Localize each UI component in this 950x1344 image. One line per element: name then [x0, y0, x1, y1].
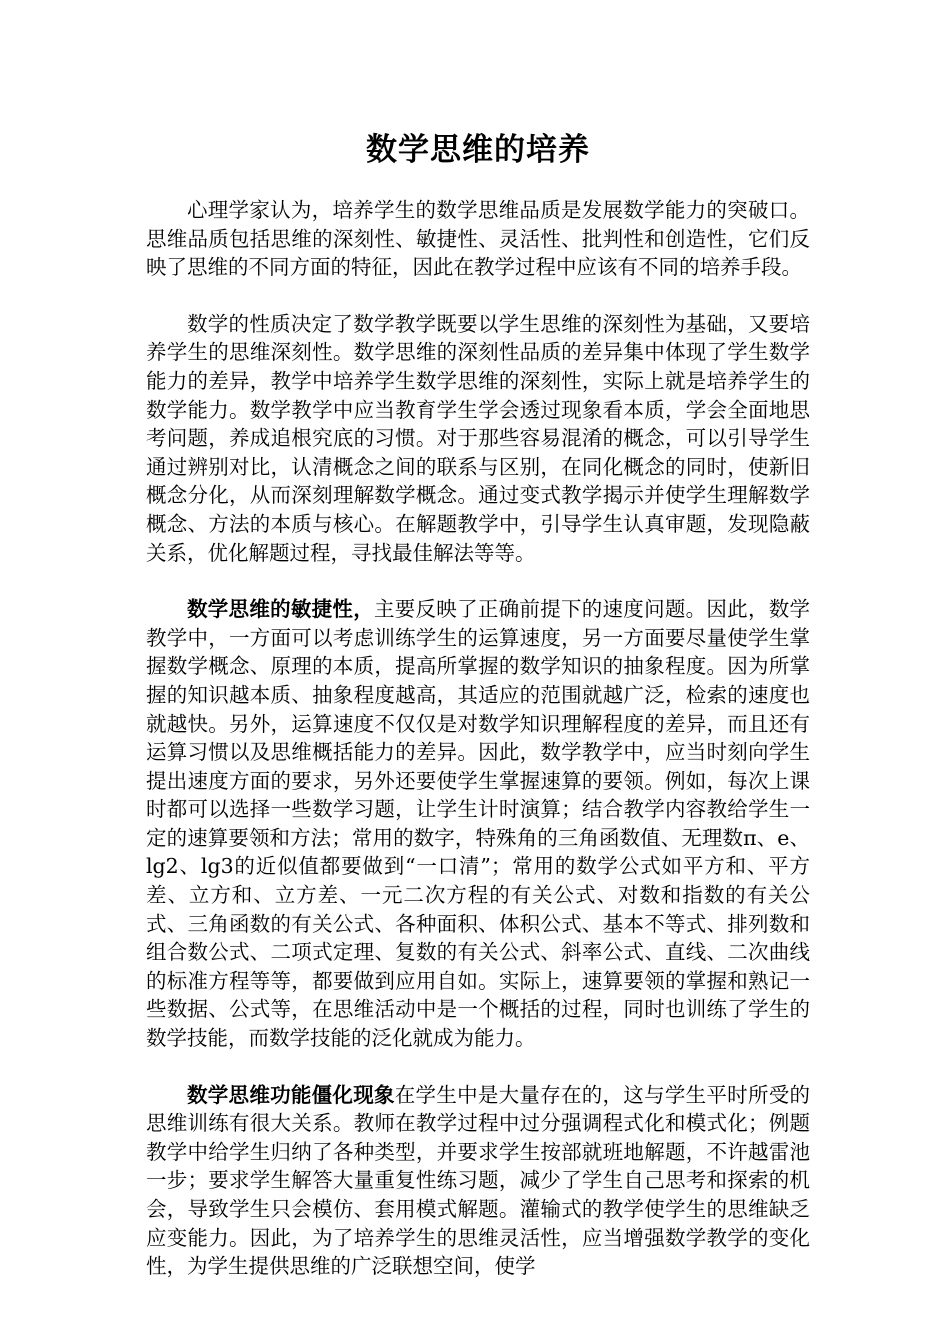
paragraph-agility [146, 595, 810, 1053]
paragraph-text: 主要反映了正确前提下的速度问题。因此，数学教学中，一方面可以考虑训练学生的运算速度，另一方面要尽量使学生掌握数学概念、原理的本质，提高所掌握的数学知识的抽象程度。因为所掌握的知识越本质、抽象程度越高，其适应的范围就越广泛，检索的速度也就越快。另外，运算速度不仅仅是对数学知识理解程度的差异，而且还有运算习惯以及思维概括能力的差异。因此，数学教学中，应当时刻向学生提出速度方面的要求，另外还要使学生掌握速算的要领。例如，每次上课时都可以选择一些数学习题，让学生计时演算；结合教学内容教给学生一定的速算要领和方法；常用的数字，特殊角的三角函数值、无理数π、e、lg2、lg3的近似值都要做到“一口清”；常用的数学公式如平方和、平方差、立方和、立方差、一元二次方程的有关公式、对数和指数的有关公式、三角函数的有关公式、各种面积、体积公式、基本不等式、排列数和组合数公式、二项式定理、复数的有关公式、斜率公式、直线、二次曲线的标准方程等等，都要做到应用自如。实际上，速算要领的掌握和熟记一些数据、公式等，在思维活动中是一个概括的过程，同时也训练了学生的数学技能，而数学技能的泛化就成为能力。 [146, 597, 811, 1051]
paragraph-depth [146, 310, 810, 567]
paragraph-lead-bold: 数学思维功能僵化现象 [187, 1082, 395, 1107]
paragraph-text: 在学生中是大量存在的，这与学生平时所受的思维训练有很大关系。教师在教学过程中过分强调程式化和模式化；例题教学中给学生归纳了各种类型，并要求学生按部就班地解题，不许越雷池一步；要求学生解答大量重复性练习题，减少了学生自己思考和探索的机会，导致学生只会模仿、套用模式解题。灌输式的教学使学生的思维缺乏应变能力。因此，为了培养学生的思维灵活性，应当增强数学教学的变化性，为学生提供思维的广泛联想空间，使学 [146, 1082, 811, 1279]
paragraph-text: 心理学家认为，培养学生的数学思维品质是发展数学能力的突破口。思维品质包括思维的深刻性、敏捷性、灵活性、批判性和创造性，它们反映了思维的不同方面的特征，因此在教学过程中应该有不同的培养手段。 [146, 198, 810, 280]
paragraph-text: 数学的性质决定了数学教学既要以学生思维的深刻性为基础，又要培养学生的思维深刻性。数学思维的深刻性品质的差异集中体现了学生数学能力的差异，教学中培养学生数学思维的深刻性，实际上就是培养学生的数学能力。数学教学中应当教育学生学会透过现象看本质，学会全面地思考问题，养成追根究底的习惯。对于那些容易混淆的概念，可以引导学生通过辨别对比，认清概念之间的联系与区别，在同化概念的同时，使新旧概念分化，从而深刻理解数学概念。通过变式教学揭示并使学生理解数学概念、方法的本质与核心。在解题教学中，引导学生认真审题，发现隐蔽关系，优化解题过程，寻找最佳解法等等。 [146, 311, 810, 565]
paragraph-lead-bold: 数学思维的敏捷性， [187, 597, 374, 622]
document-title: 数学思维的培养 [366, 132, 590, 168]
paragraph-rigidity [146, 1081, 810, 1281]
paragraph-intro [146, 196, 810, 282]
document-page [146, 128, 810, 1309]
